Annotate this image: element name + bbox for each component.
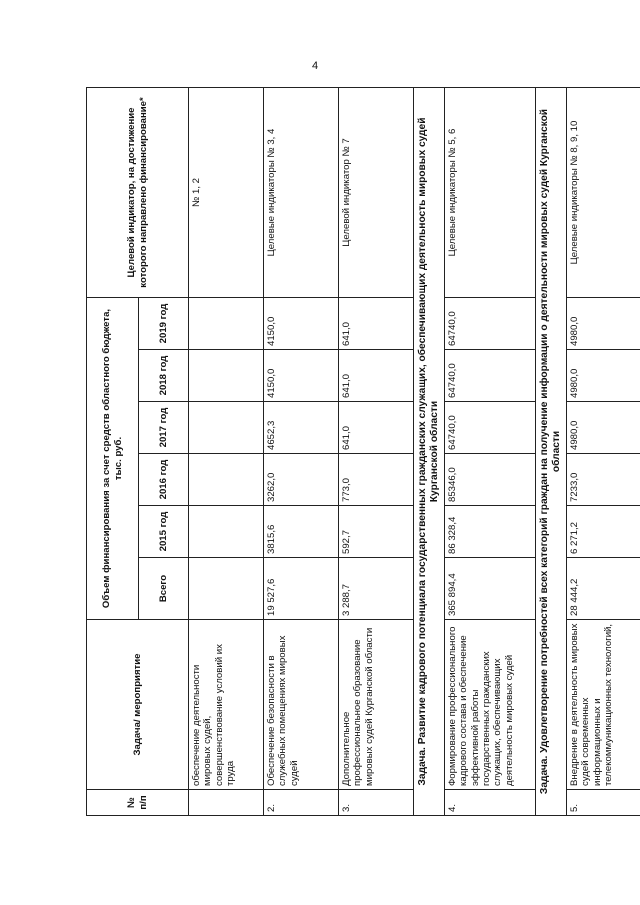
cell-indicator: Целевой индикатор № 7 <box>339 87 414 297</box>
header-year: 2015 год <box>139 506 189 558</box>
cell-2018: 4150,0 <box>264 350 339 402</box>
cell-indicator: Целевые индикаторы № 3, 4 <box>264 87 339 297</box>
header-num: № п/п <box>87 790 189 816</box>
header-row-1 <box>87 87 139 815</box>
table-row <box>445 87 536 815</box>
cell-2017: 641,0 <box>339 402 414 454</box>
cell-2017 <box>189 402 264 454</box>
cell-num: 2. <box>264 790 339 816</box>
table-row <box>339 87 414 815</box>
cell-2015: 6 271,2 <box>567 506 640 558</box>
cell-indicator: Целевые индикаторы № 8, 9, 10 <box>567 87 640 297</box>
header-task: Задача/ мероприятие <box>87 620 189 790</box>
header-year: 2019 год <box>139 297 189 349</box>
cell-2018 <box>189 350 264 402</box>
cell-2017: 4652,3 <box>264 402 339 454</box>
cell-2015: 86 328,4 <box>445 506 536 558</box>
cell-2015 <box>189 506 264 558</box>
cell-2018: 4980,0 <box>567 350 640 402</box>
header-year: 2017 год <box>139 402 189 454</box>
funding-table <box>86 87 640 816</box>
table-row <box>567 87 640 815</box>
cell-2017: 4980,0 <box>567 402 640 454</box>
table-row <box>189 87 264 815</box>
cell-total: 19 527,6 <box>264 558 339 620</box>
cell-2016: 7233,0 <box>567 454 640 506</box>
rotated-table-container <box>86 88 615 816</box>
cell-2019: 4980,0 <box>567 297 640 349</box>
header-year: 2018 год <box>139 350 189 402</box>
task-row <box>414 87 445 815</box>
cell-2015: 3815,6 <box>264 506 339 558</box>
cell-2015: 592,7 <box>339 506 414 558</box>
cell-num: 3. <box>339 790 414 816</box>
cell-name: Внедрение в деятельность мировых судей современных информационных и телекоммуникационных технологий, <box>567 620 640 790</box>
header-total: Всего <box>139 558 189 620</box>
cell-2016: 3262,0 <box>264 454 339 506</box>
cell-num: 4. <box>445 790 536 816</box>
cell-name: Обеспечение безопасности в служебных помещениях мировых судей <box>264 620 339 790</box>
cell-indicator: Целевые индикаторы № 5, 6 <box>445 87 536 297</box>
header-funding: Объем финансирования за счет средств областного бюджета, тыс. руб. <box>87 297 139 619</box>
cell-total: 365 894,4 <box>445 558 536 620</box>
cell-2019: 641,0 <box>339 297 414 349</box>
table-row <box>264 87 339 815</box>
cell-2018: 64740,0 <box>445 350 536 402</box>
task-heading: Задача. Удовлетворение потребностей всех категорий граждан на получение информации о деятельности мировых судей Курганской области <box>536 87 567 815</box>
cell-total <box>189 558 264 620</box>
cell-num: 5. <box>567 790 640 816</box>
cell-name: Формирование профессионального кадрового состава и обеспечение эффективной работы государственных гражданских служащих, обеспечивающих деятельность мировых судей <box>445 620 536 790</box>
cell-name: обеспечение деятельности мировых судей, совершенствование условий их труда <box>189 620 264 790</box>
cell-2017: 64740,0 <box>445 402 536 454</box>
cell-num <box>189 790 264 816</box>
page-number: 4 <box>312 60 319 72</box>
cell-2016: 773,0 <box>339 454 414 506</box>
cell-2019: 4150,0 <box>264 297 339 349</box>
header-indicator: Целевой индикатор, на достижение которого направлено финансирование* <box>87 87 189 297</box>
cell-2019 <box>189 297 264 349</box>
cell-total: 28 444,2 <box>567 558 640 620</box>
cell-name: Дополнительное профессиональное образование мировых судей Курганской области <box>339 620 414 790</box>
cell-2019: 64740,0 <box>445 297 536 349</box>
cell-indicator: № 1, 2 <box>189 87 264 297</box>
cell-total: 3 288,7 <box>339 558 414 620</box>
task-heading: Задача. Развитие кадрового потенциала государственных гражданских служащих, обеспечивающих деятельность мировых судей Курганской области <box>414 87 445 815</box>
cell-2018: 641,0 <box>339 350 414 402</box>
cell-2016: 85346,0 <box>445 454 536 506</box>
cell-2016 <box>189 454 264 506</box>
header-year: 2016 год <box>139 454 189 506</box>
task-row <box>536 87 567 815</box>
